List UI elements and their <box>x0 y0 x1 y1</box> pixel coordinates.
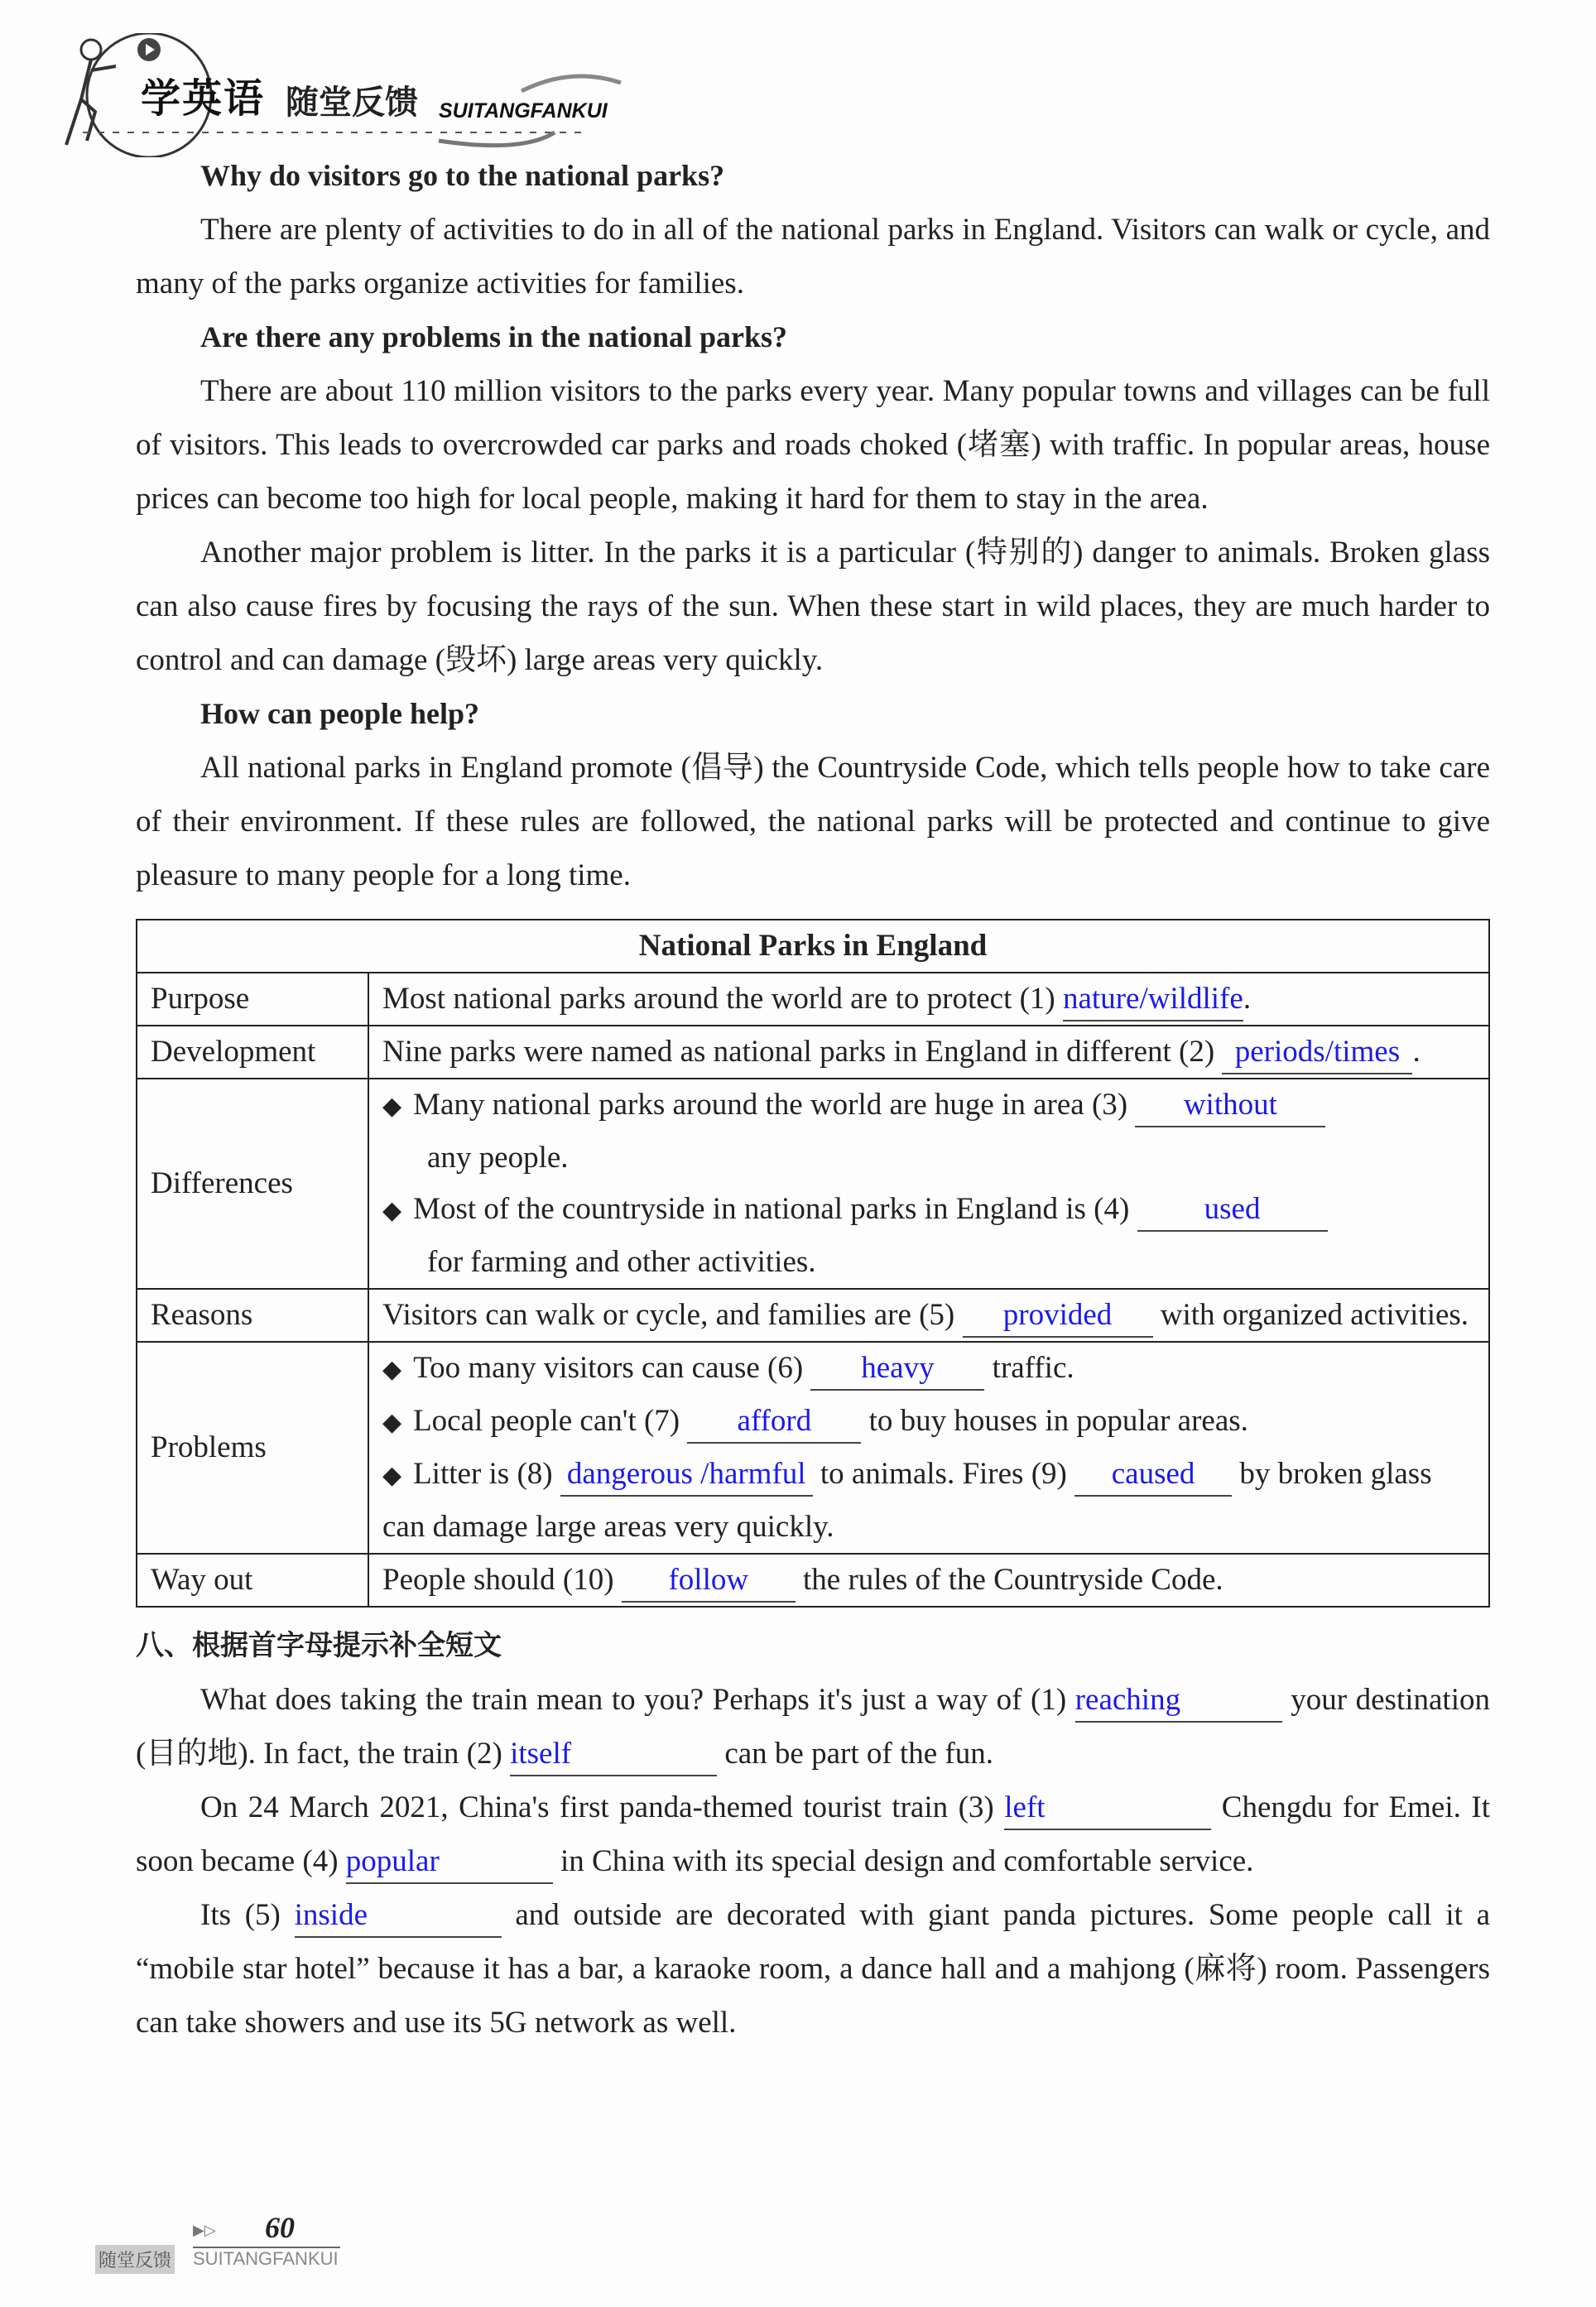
answer-text: itself <box>510 1737 572 1771</box>
table-row <box>137 1554 1489 1607</box>
summary-table <box>136 919 1490 1608</box>
answer-blank-1[interactable] <box>1063 978 1243 1021</box>
answer-blank-7[interactable] <box>687 1401 861 1444</box>
row-label: Reasons <box>137 1289 368 1342</box>
heading: How can people help? <box>200 697 480 730</box>
diamond-bullet-icon: ◆ <box>382 1093 402 1120</box>
cloze-text: What does taking the train mean to you? Perhaps it's just a way of (1) <box>200 1683 1067 1717</box>
answer-text: nature/wildlife <box>1063 982 1243 1016</box>
cloze-text: can be part of the fun. <box>724 1737 993 1771</box>
diamond-bullet-icon: ◆ <box>382 1356 402 1383</box>
cell-text: . <box>1412 1035 1421 1069</box>
logo-subtitle: 随堂反馈 <box>286 84 418 122</box>
cell-text: Nine parks were named as national parks in England in different (2) <box>382 1035 1215 1069</box>
cloze-paragraph <box>136 1781 1490 1888</box>
cell-text: People should (10) <box>382 1563 614 1597</box>
logo-pinyin: SUITANGFANKUI <box>439 99 608 123</box>
paragraph: All national parks in England promote (倡导) the Countryside Code, which tells people how to take care of their environment. If these rules are followed, the national parks will be protected and continue to give pleasure to many people for a long time. <box>136 751 1490 892</box>
cloze-text: Chengdu for Emei. It soon became (4) <box>136 1790 1490 1878</box>
table-row <box>137 1079 1489 1289</box>
cell-text: Most national parks around the world are to protect (1) <box>382 982 1055 1016</box>
cell-text: to buy houses in popular areas. <box>868 1404 1248 1438</box>
cell-text: traffic. <box>992 1351 1074 1385</box>
arrow-icon: ▶▷ <box>193 2222 216 2238</box>
cell-text: to animals. Fires (9) <box>820 1457 1067 1491</box>
cloze-blank-1[interactable] <box>1075 1680 1282 1723</box>
logo-title: 学英语 <box>141 75 266 122</box>
cell-text: . <box>1243 982 1252 1016</box>
diamond-bullet-icon: ◆ <box>382 1197 402 1224</box>
paragraph: There are about 110 million visitors to the parks every year. Many popular towns and villages can be full of visitors. This leads to overcrowded car parks and roads choked (堵塞) with traffic. In popular areas, house prices can become too high for local people, making it hard for them to stay in the area. <box>136 374 1490 516</box>
heading: Are there any problems in the national parks? <box>200 320 788 353</box>
table-row <box>137 1026 1489 1079</box>
cloze-blank-4[interactable] <box>346 1841 553 1884</box>
heading: Why do visitors go to the national parks? <box>200 159 725 192</box>
answer-text: caused <box>1111 1457 1195 1491</box>
cloze-text: Its (5) <box>200 1898 281 1932</box>
answer-text: reaching <box>1074 1683 1181 1717</box>
answer-text: periods/times <box>1234 1035 1401 1069</box>
table-row <box>137 1289 1489 1342</box>
cell-text: with organized activities. <box>1160 1298 1469 1332</box>
answer-text: afford <box>737 1404 812 1438</box>
cell-text: for farming and other activities. <box>427 1245 816 1279</box>
cloze-blank-3[interactable] <box>1004 1787 1211 1830</box>
answer-blank-6[interactable] <box>810 1348 984 1391</box>
cell-text: Many national parks around the world are huge in area (3) <box>413 1088 1128 1122</box>
answer-text: used <box>1204 1192 1261 1226</box>
cloze-blank-5[interactable] <box>295 1895 502 1938</box>
answer-text: inside <box>294 1898 368 1932</box>
cell-text: any people. <box>427 1141 569 1175</box>
answer-text: popular <box>345 1844 440 1878</box>
footer-brand-en: SUITANGFANKUI <box>193 2247 340 2270</box>
footer-brand-cn: 随堂反馈 <box>95 2245 175 2274</box>
answer-blank-8[interactable] <box>560 1454 813 1497</box>
answer-text: follow <box>668 1563 749 1597</box>
paragraph: Another major problem is litter. In the parks it is a particular (特别的) danger to animals. Broken glass can also cause fires by focusing the rays of the sun. When these start in wild places, they are much harder to control and can damage (毁坏) large areas very quickly. <box>136 536 1490 677</box>
cell-text: the rules of the Countryside Code. <box>803 1563 1223 1597</box>
cloze-paragraph <box>136 1888 1490 2050</box>
section-title: 八、根据首字母提示补全短文 <box>136 1629 502 1662</box>
cell-text: Local people can't (7) <box>413 1404 680 1438</box>
answer-blank-10[interactable] <box>622 1560 796 1603</box>
paragraph: There are plenty of activities to do in all of the national parks in England. Visitors can walk or cycle, and many of the parks organize activities for families. <box>136 213 1490 300</box>
row-label: Purpose <box>137 973 368 1026</box>
cell-text: Too many visitors can cause (6) <box>413 1351 804 1385</box>
table-title: National Parks in England <box>137 920 1489 973</box>
answer-blank-2[interactable] <box>1222 1031 1412 1074</box>
page-footer <box>95 2210 344 2276</box>
header-logo <box>58 33 654 157</box>
answer-blank-3[interactable] <box>1135 1084 1325 1127</box>
row-label: Development <box>137 1026 368 1079</box>
cloze-blank-2[interactable] <box>510 1733 717 1776</box>
diamond-bullet-icon: ◆ <box>382 1462 402 1489</box>
answer-blank-4[interactable] <box>1137 1189 1328 1232</box>
answer-text: without <box>1183 1088 1277 1122</box>
answer-text: dangerous /harmful <box>566 1457 806 1491</box>
page-number: 60 <box>265 2211 295 2244</box>
answer-blank-5[interactable] <box>963 1295 1153 1338</box>
page-content <box>136 149 1490 2050</box>
row-label: Differences <box>137 1079 368 1289</box>
table-row <box>137 1342 1489 1554</box>
cloze-text: and outside are decorated with giant panda pictures. Some people call it a “mobile star hotel” because it has a bar, a karaoke room, a dance hall and a mahjong (麻将) room. Passengers can take showers and use its 5G network as well. <box>136 1898 1491 2040</box>
cell-text: Visitors can walk or cycle, and families are (5) <box>382 1298 955 1332</box>
cloze-text: your destination (目的地). In fact, the train (2) <box>136 1683 1490 1771</box>
row-label: Way out <box>137 1554 368 1607</box>
cloze-paragraph <box>136 1673 1490 1781</box>
cloze-text: On 24 March 2021, China's first panda-themed tourist train (3) <box>200 1790 994 1824</box>
cell-text: Litter is (8) <box>413 1457 553 1491</box>
answer-text: provided <box>1002 1298 1113 1332</box>
cell-text: by broken glass can damage large areas very quickly. <box>382 1457 1432 1544</box>
answer-text: left <box>1004 1790 1046 1824</box>
table-row <box>137 973 1489 1026</box>
answer-text: heavy <box>861 1351 935 1385</box>
cloze-text: in China with its special design and comfortable service. <box>560 1844 1254 1878</box>
cell-text: Most of the countryside in national parks in England is (4) <box>413 1192 1130 1226</box>
diamond-bullet-icon: ◆ <box>382 1409 402 1436</box>
answer-blank-9[interactable] <box>1074 1454 1232 1497</box>
row-label: Problems <box>137 1342 368 1554</box>
